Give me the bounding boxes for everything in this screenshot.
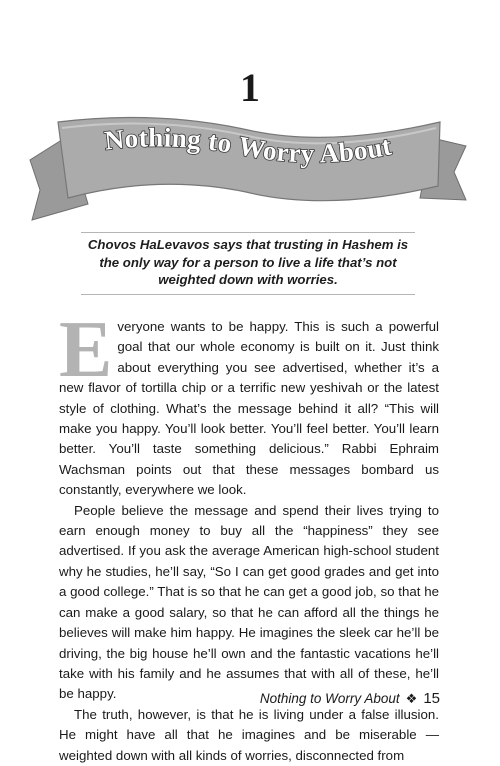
summary-text: Chovos HaLevavos says that trusting in Hashem is the only way for a person to live a life that’s not weighted down with worries.	[87, 237, 409, 287]
chapter-number: 1	[240, 65, 260, 110]
page-footer	[260, 690, 440, 707]
paragraph-2: People believe the message and spend their lives trying to earn enough money to buy all the “happiness” they see advertised. If you ask the average American high-school student why he studies, he’ll say, “So I can get good grades and get into a good college.” That is so that he can get a good job, so that he can make a good salary, so that he can afford all the things he believes will make him happy. He imagines the sleek car he’ll be driving, the big house he’ll own and the fantastic vacations he’ll take with his family and he assumes that with all of these, he’ll be happy.	[59, 502, 439, 702]
chapter-title-text: Nothing to Worry About	[102, 122, 394, 169]
page-number: 15	[423, 690, 440, 707]
chapter-summary	[81, 232, 415, 295]
chapter-title-banner	[28, 108, 468, 228]
ornament-icon: ❖	[405, 691, 418, 706]
paragraph-1	[59, 306, 439, 501]
paragraph-1-text: veryone wants to be happy. This is such a powerful goal that our whole economy is built on it. Just think about everything you see advertised, whether it’s a new flavor of tortilla chip or a terrific new yeshivah or the latest style of clothing. What’s the message behind it all? “This will make you happy. You’ll look better. You’ll feel better. You’ll learn better. You’ll taste something delicious.” Rabbi Ephraim Wachsman points out that these messages bombard us constantly, everywhere we look.	[59, 319, 439, 498]
paragraph-3: The truth, however, is that he is living under a false illusion. He might have all that he imagines and be miserable — weighted down with all kinds of worries, disconnected from	[59, 706, 439, 763]
drop-cap: E	[59, 306, 113, 394]
running-title: Nothing to Worry About	[259, 691, 400, 706]
